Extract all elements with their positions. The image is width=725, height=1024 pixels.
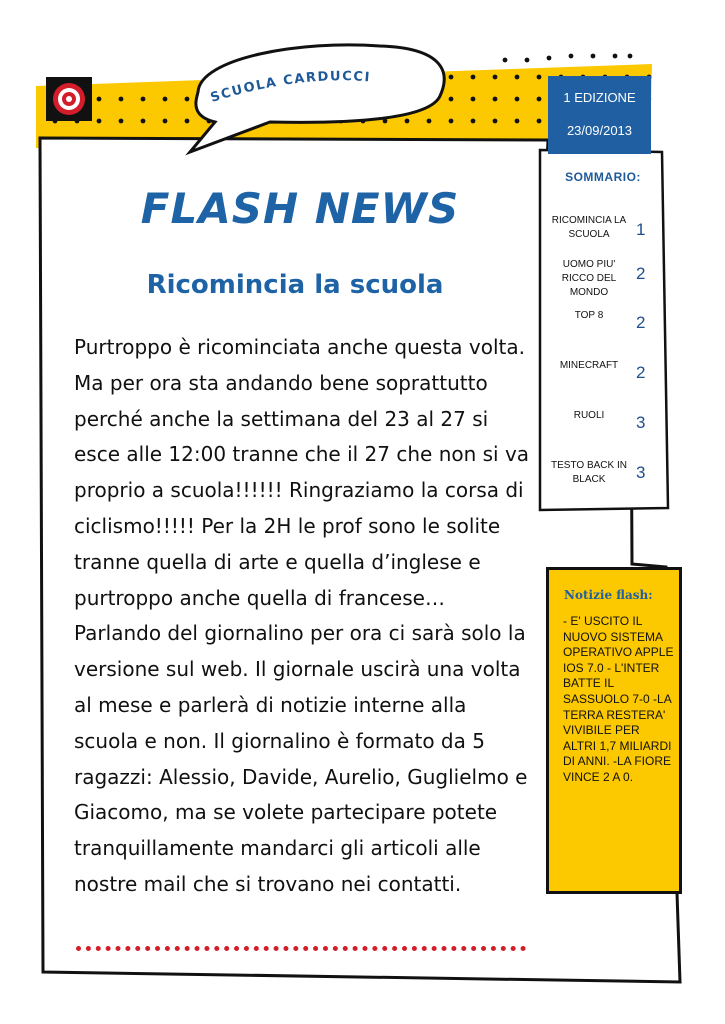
dotted-divider <box>76 932 526 951</box>
toc-label: RUOLI <box>573 410 605 421</box>
toc-page: 3 <box>636 413 646 432</box>
edition-date: 23/09/2013 <box>566 123 633 138</box>
target-icon <box>46 77 92 121</box>
toc-label: MINECRAFT <box>559 360 619 371</box>
toc-label: UOMO PIU' RICCO DEL MONDO <box>561 259 617 298</box>
toc-item <box>548 459 658 499</box>
summary-title: SOMMARIO: <box>565 170 641 184</box>
toc-item <box>548 359 658 399</box>
edition-box <box>548 76 651 154</box>
school-name-text: SCUOLA CARDUCCI <box>208 69 372 106</box>
article-headline: Ricomincia la scuola <box>146 270 444 300</box>
toc-label: RICOMINCIA LA SCUOLA <box>551 215 627 240</box>
toc-item <box>548 214 658 254</box>
toc-page: 2 <box>636 264 646 283</box>
flash-news-box <box>546 567 682 894</box>
toc-label: TESTO BACK IN BLACK <box>551 460 627 485</box>
toc-page: 2 <box>636 313 646 332</box>
article-body: Purtroppo è ricominciata anche questa volta. Ma per ora sta andando bene soprattutto perché anche la settimana del 23 al 27 si esce alle 12:00 tranne che il 27 che non si va proprio a scuola!!!!!! Ringraziamo la corsa di ciclismo!!!!! Per la 2H le prof sono le solite tranne quella di arte e quella d’inglese e purtroppo anche quella di francese… Parlando del giornalino per ora ci sarà solo la versione sul web. Il giornale uscirà una volta al mese e parlerà di notizie interne alla scuola e non. Il giornalino è formato da 5 ragazzi: Alessio, Davide, Aurelio, Guglielmo e Giacomo, ma se volete partecipare potete tranquillamente mandarci gli articoli alle nostre mail che si trovano nei contatti. <box>74 335 530 896</box>
toc-item <box>548 409 658 449</box>
toc-page: 1 <box>636 220 646 239</box>
flash-news-title: Notizie flash: <box>564 588 653 602</box>
edition-label: 1 EDIZIONE <box>563 90 636 105</box>
toc-page: 3 <box>636 463 646 482</box>
masthead-title: FLASH NEWS <box>140 184 460 233</box>
toc-label: TOP 8 <box>574 310 604 321</box>
toc-item <box>548 258 658 298</box>
toc-item <box>548 309 658 349</box>
toc-page: 2 <box>636 363 646 382</box>
flash-news-body: - E' USCITO IL NUOVO SISTEMA OPERATIVO APPLE IOS 7.0 - L'INTER BATTE IL SASSUOLO 7-0 -LA TERRA RESTERA' VIVIBILE PER ALTRI 1,7 MILIARDI DI ANNI. -LA FIORE VINCE 2 A 0. <box>563 614 674 784</box>
